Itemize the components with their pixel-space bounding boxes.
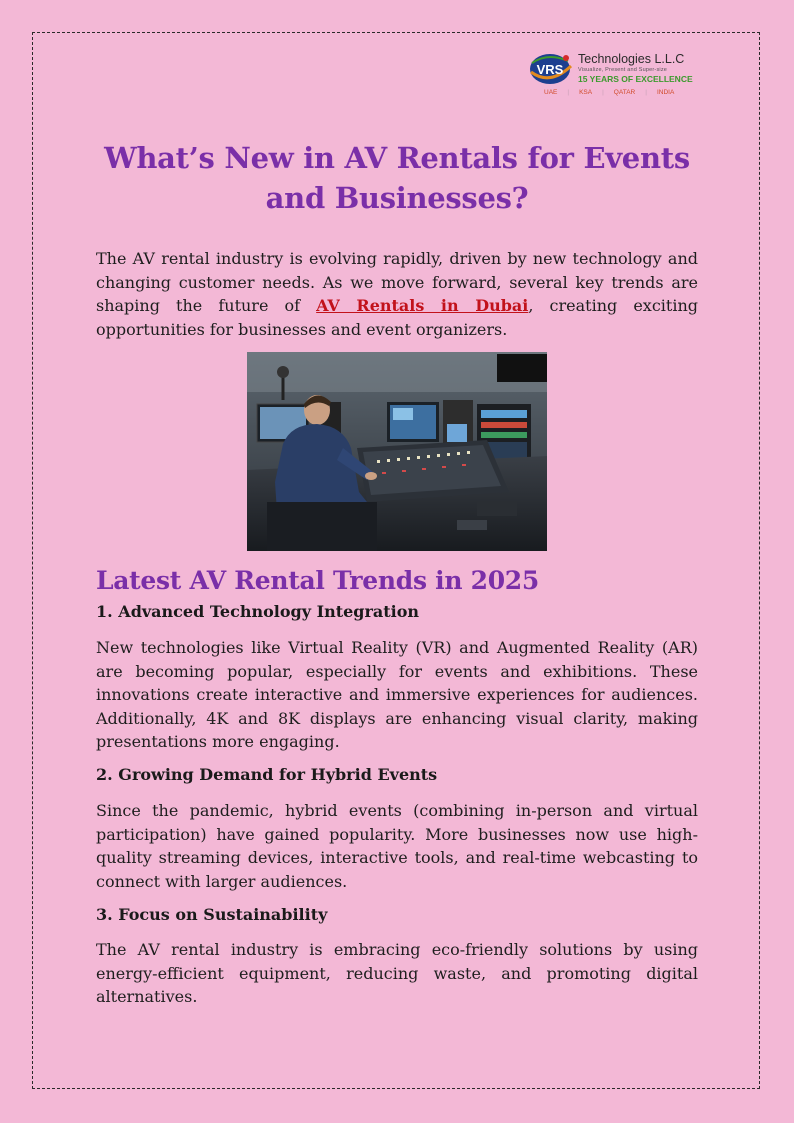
logo-monogram: VRS <box>536 62 564 77</box>
trend-1-body: New technologies like Virtual Reality (VR) and Augmented Reality (AR) are becoming popular, especially for events and exhibitions. These innovations create interactive and immersive experiences for audiences. Additionally, 4K and 8K displays are enhancing visual clarity, making presentations more engaging. <box>96 638 698 751</box>
intro-paragraph <box>96 247 698 341</box>
section-heading: Latest AV Rental Trends in 2025 <box>96 566 539 595</box>
region-india: INDIA <box>656 89 675 96</box>
region-qatar: QATAR <box>613 89 636 96</box>
trend-1-heading: 1. Advanced Technology Integration <box>96 602 420 621</box>
av-technician-photo <box>247 352 547 551</box>
company-logo[interactable] <box>528 50 708 100</box>
page-title: What’s New in AV Rentals for Events and Businesses? <box>104 141 690 215</box>
trend-3-heading: 3. Focus on Sustainability <box>96 905 328 924</box>
globe-logo-icon <box>528 52 574 86</box>
logo-company-name: Technologies L.L.C <box>578 52 685 66</box>
logo-tagline: Visualize, Present and Super-size <box>578 67 668 73</box>
intro-text-before: The AV rental industry is evolving rapidly, driven by new technology and changing customer needs. As we move forward, several key trends are shaping the future of <box>96 249 698 315</box>
intro-text-after: , creating exciting opportunities for businesses and event organizers. <box>96 296 698 339</box>
logo-regions: UAE | KSA | QATAR | INDIA <box>544 89 675 96</box>
logo-excellence: 15 YEARS OF EXCELLENCE <box>578 74 693 84</box>
region-ksa: KSA <box>579 89 593 96</box>
trend-2-body: Since the pandemic, hybrid events (combining in-person and virtual participation) have gained popularity. More businesses now use high-quality streaming devices, interactive tools, and real-time webcasting to connect with larger audiences. <box>96 801 698 891</box>
region-uae: UAE <box>544 89 558 96</box>
trend-2-heading: 2. Growing Demand for Hybrid Events <box>96 765 438 784</box>
trend-3-body: The AV rental industry is embracing eco-friendly solutions by using energy-efficient equipment, reducing waste, and promoting digital alternatives. <box>96 940 698 1006</box>
av-rentals-dubai-link[interactable]: AV Rentals in Dubai <box>316 296 529 315</box>
